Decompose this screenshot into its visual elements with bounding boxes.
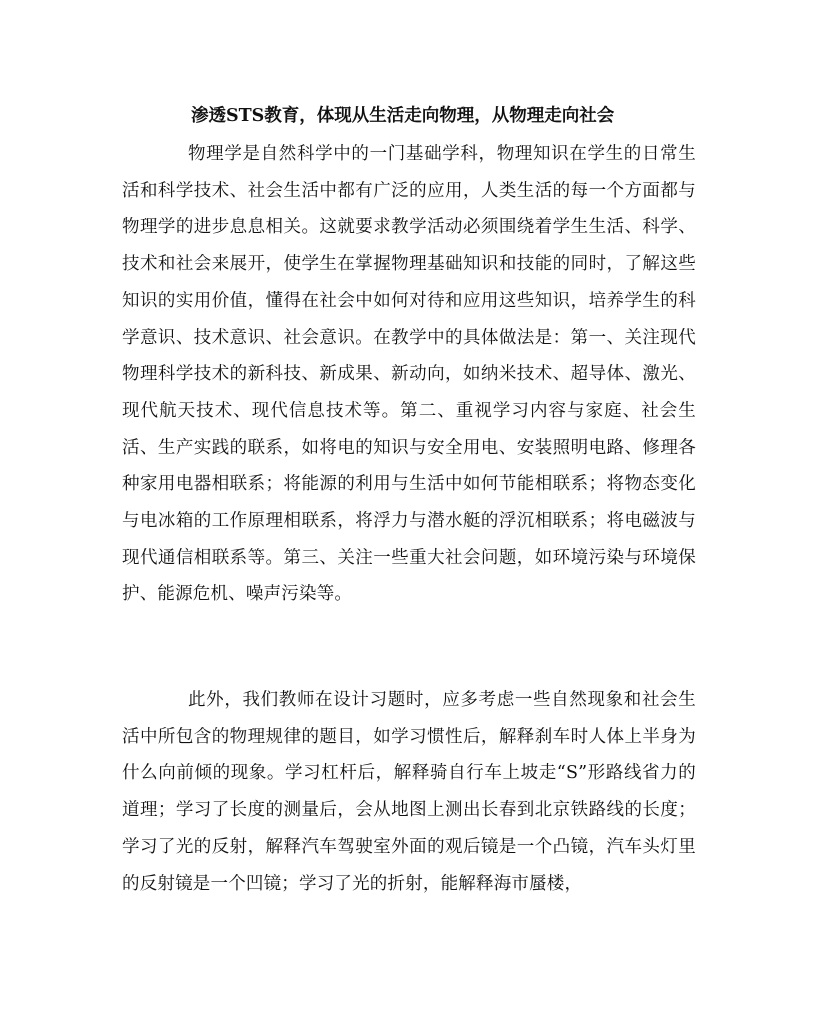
body-paragraph-1: 物理学是自然科学中的一门基础学科，物理知识在学生的日常生活和科学技术、社会生活中都有广泛的应用，人类生活的每一个方面都与物理学的进步息息相关。这就要求教学活动必须围绕着学生生活、科学、技术和社会来展开，使学生在掌握物理基础知识和技能的同时，了解这些知识的实用价值，懂得在社会中如何对待和应用这些知识，培养学生的科学意识、技术意识、社会意识。在教学中的具体做法是：第一、关注现代物理科学技术的新科技、新成果、新动向，如纳米技术、超导体、激光、现代航天技术、现代信息技术等。第二、重视学习内容与家庭、社会生活、生产实践的联系，如将电的知识与安全用电、安装照明电路、修理各种家用电器相联系；将能源的利用与生活中如何节能相联系；将物态变化与电冰箱的工作原理相联系，将浮力与潜水艇的浮沉相联系；将电磁波与现代通信相联系等。第三、关注一些重大社会问题，如环境污染与环境保护、能源危机、噪声污染等。 (122, 144, 696, 605)
document-title: 渗透STS教育，体现从生活走向物理，从物理走向社会 (191, 106, 615, 126)
body-paragraph-2: 此外，我们教师在设计习题时，应多考虑一些自然现象和社会生活中所包含的物理规律的题目，如学习惯性后，解释刹车时人体上半身为什么向前倾的现象。学习杠杆后，解释骑自行车上坡走“S”形路线省力的道理；学习了长度的测量后，会从地图上测出长春到北京铁路线的长度；学习了光的反射，解释汽车驾驶室外面的观后镜是一个凸镜，汽车头灯里的反射镜是一个凹镜；学习了光的折射，能解释海市蜃楼， (122, 690, 696, 894)
